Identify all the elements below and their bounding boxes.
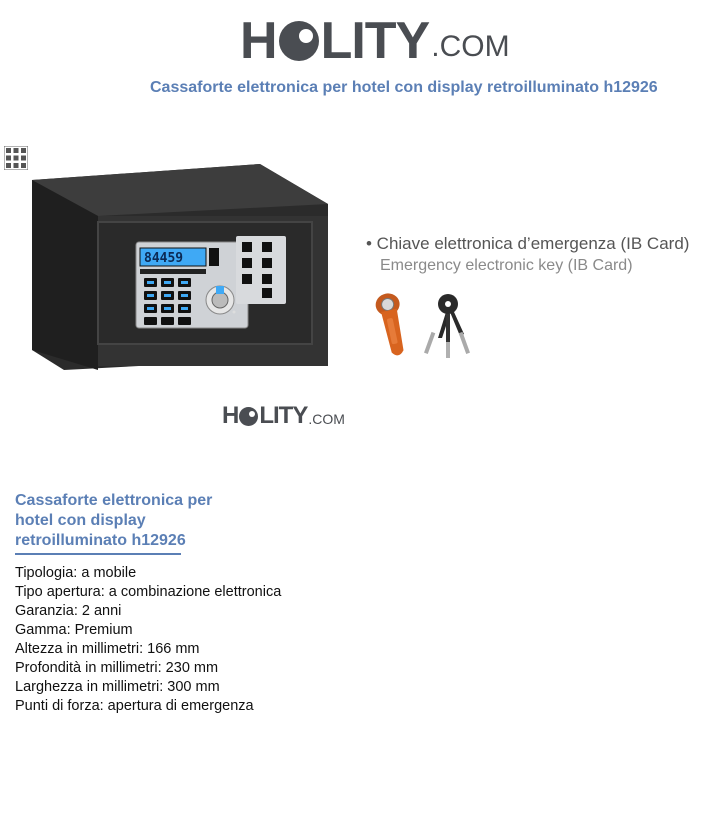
logo-letter-h: H [240, 12, 277, 70]
safe-display-text: 84459 [144, 251, 184, 266]
spec-row: Tipo apertura: a combinazione elettronica [15, 584, 282, 600]
mechanical-keys-image [416, 292, 480, 362]
safe-image [28, 160, 338, 372]
grid-icon[interactable] [4, 146, 28, 170]
spec-row: Larghezza in millimetri: 300 mm [15, 679, 220, 695]
logo-tld: .COM [308, 411, 345, 427]
spec-row: Profondità in millimetri: 230 mm [15, 660, 219, 676]
emergency-card-label-en: Emergency electronic key (IB Card) [380, 257, 633, 274]
spec-row: Tipologia: a mobile [15, 565, 137, 581]
product-specs [15, 564, 281, 716]
title-divider [15, 553, 181, 555]
site-logo[interactable] [240, 12, 510, 70]
emergency-card-label-it: • Chiave elettronica d’emergenza (IB Card) [366, 234, 690, 253]
logo-letters: LITY [259, 402, 308, 429]
watermark-logo [222, 402, 345, 430]
logo-o-mark [279, 21, 319, 61]
logo-o-mark [239, 407, 258, 426]
product-title: Cassaforte elettronica per hotel con display retroilluminato h12926 [15, 492, 213, 549]
logo-letter-h: H [222, 402, 239, 429]
spec-row: Punti di forza: apertura di emergenza [15, 698, 254, 714]
spec-row: Gamma: Premium [15, 622, 133, 638]
spec-row: Altezza in millimetri: 166 mm [15, 641, 200, 657]
logo-letters: LITY [320, 12, 430, 70]
page-title: Cassaforte elettronica per hotel con display retroilluminato h12926 [150, 79, 658, 96]
ib-card-key-image [370, 290, 414, 360]
spec-row: Garanzia: 2 anni [15, 603, 122, 619]
logo-tld: .COM [431, 30, 510, 63]
